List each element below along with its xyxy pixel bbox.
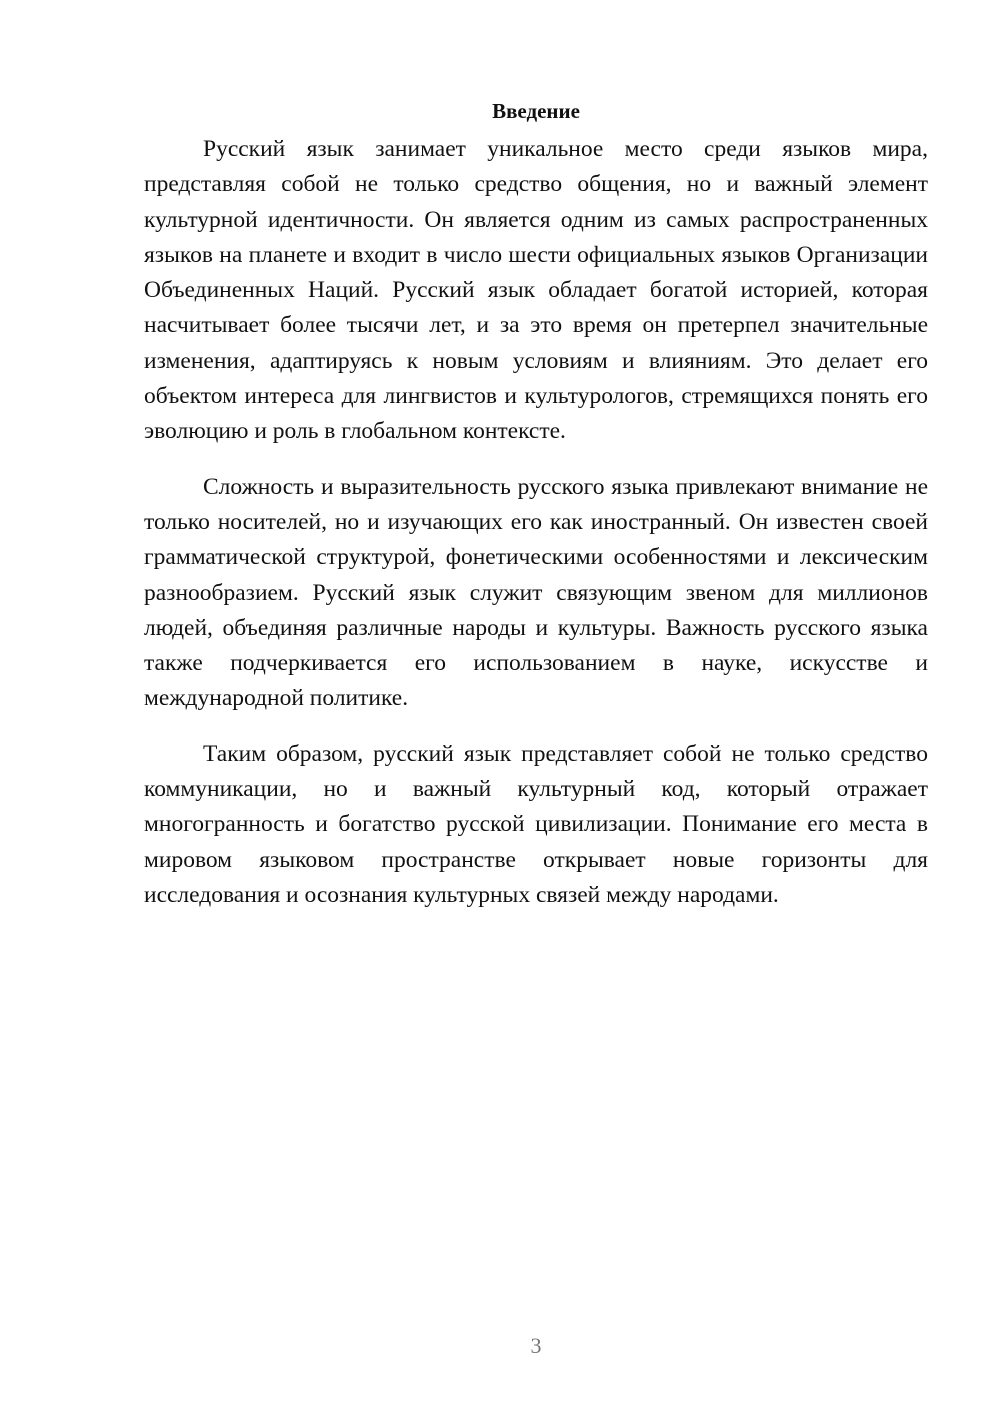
section-heading: Введение bbox=[492, 99, 580, 123]
paragraph-1: Русский язык занимает уникальное место среди языков мира, представляя собой не только средство общения, но и важный элемент культурной идентичности. Он является одним из самых распространенных языков на планете и входит в число шести официальных языков Организации Объединенных Наций. Русский язык обладает богатой историей, которая насчитывает более тысячи лет, и за это время он претерпел значительные изменения, адаптируясь к новым условиям и влияниям. Это делает его объектом интереса для лингвистов и культурологов, стремящихся понять его эволюцию и роль в глобальном контексте. bbox=[144, 136, 928, 445]
paragraph-2: Сложность и выразительность русского языка привлекают внимание не только носителей, но и изучающих его как иностранный. Он известен своей грамматической структурой, фонетическими особенностями и лексическим разнообразием. Русский язык служит связующим звеном для миллионов людей, объединяя различные народы и культуры. Важность русского языка также подчеркивается его использованием в науке, искусстве и международной политике. bbox=[144, 473, 928, 712]
page-number: 3 bbox=[530, 1333, 542, 1358]
paragraph-3: Таким образом, русский язык представляет собой не только средство коммуникации, но и важный культурный код, который отражает многогранность и богатство русской цивилизации. Понимание его места в мировом языковом пространстве открывает новые горизонты для исследования и осознания культурных связей между народами. bbox=[144, 740, 928, 908]
document-body bbox=[144, 98, 928, 933]
